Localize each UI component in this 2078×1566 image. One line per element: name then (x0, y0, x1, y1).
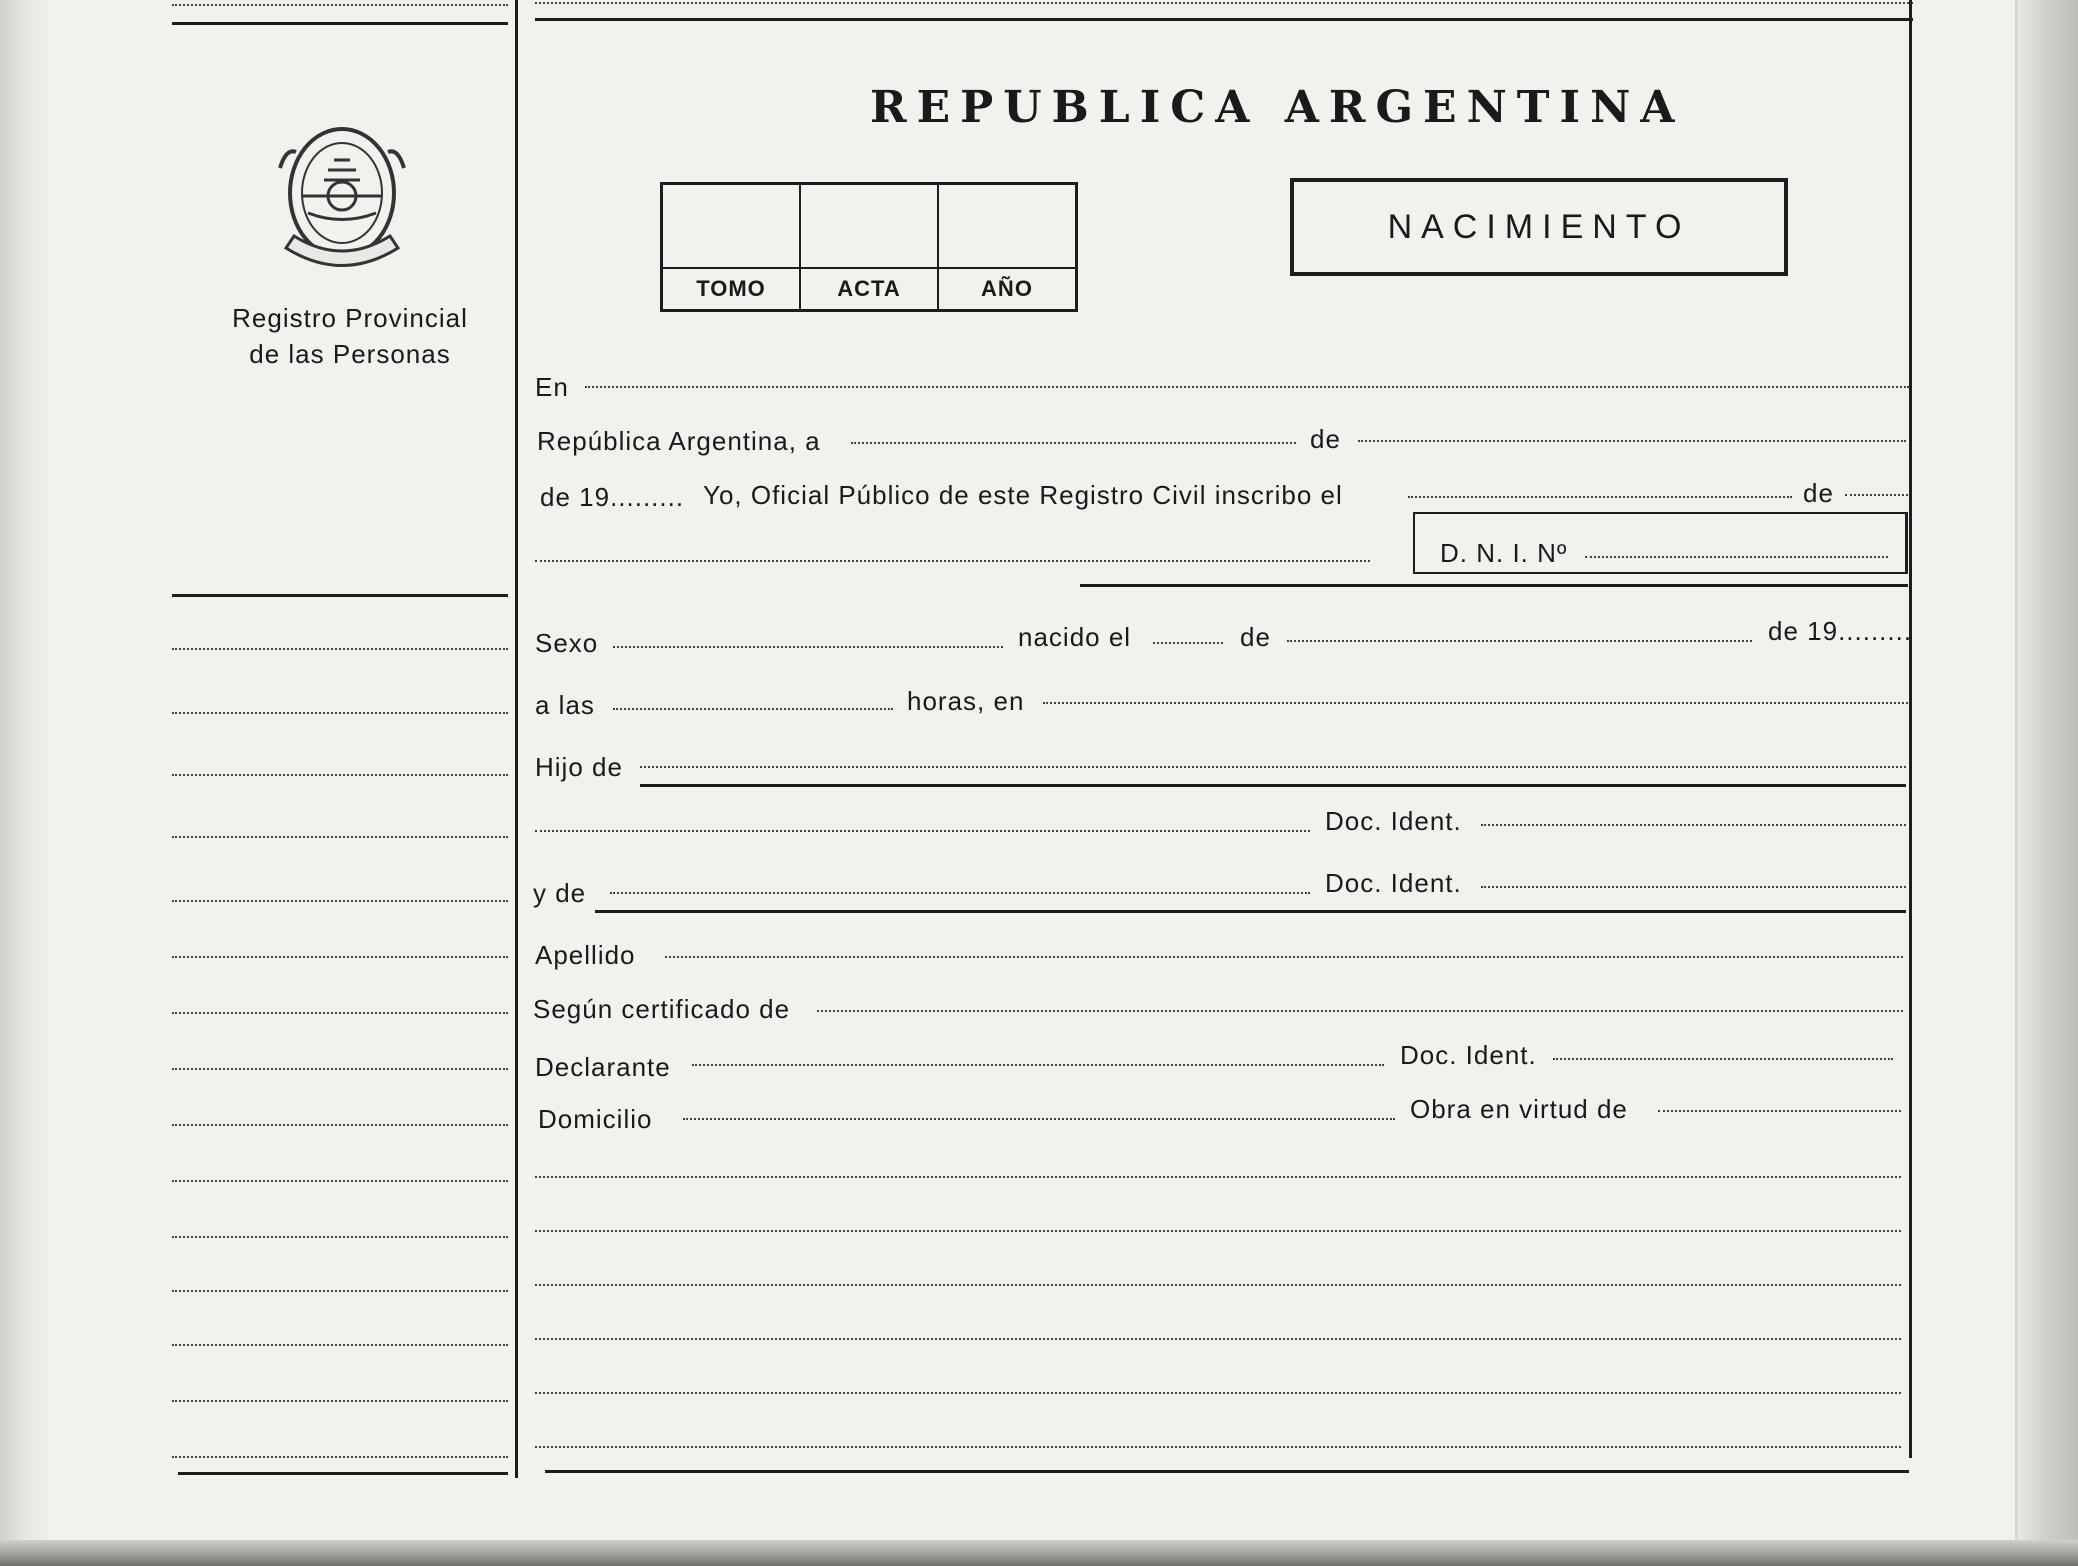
parent2-field[interactable] (610, 892, 1310, 894)
office-name-line1: Registro Provincial (232, 303, 468, 333)
domicilio-field[interactable] (683, 1118, 1395, 1120)
office-name-line2: de las Personas (249, 339, 451, 369)
republica-label: República Argentina, a (537, 426, 821, 456)
acta-label: ACTA (801, 267, 937, 309)
margin-line[interactable] (172, 1344, 508, 1346)
note-line[interactable] (535, 1392, 1901, 1394)
en-field[interactable] (585, 386, 1909, 388)
margin-line[interactable] (172, 1236, 508, 1238)
margin-line[interactable] (172, 836, 508, 838)
margin-divider (515, 0, 518, 1478)
segun-label: Según certificado de (533, 994, 791, 1024)
top-dotted-line (535, 2, 1913, 4)
doc-ident-label-3: Doc. Ident. (1400, 1040, 1537, 1070)
record-number-box (660, 182, 1078, 312)
month-field[interactable] (1358, 440, 1906, 442)
inscription-continued-field[interactable] (535, 560, 1370, 562)
inscribo-field[interactable] (1408, 496, 1792, 498)
margin-line[interactable] (172, 1290, 508, 1292)
certificado-field[interactable] (817, 1010, 1903, 1012)
nacido-day-field[interactable] (1153, 642, 1223, 644)
dni-label: D. N. I. Nº (1440, 538, 1568, 568)
margin-bottom-rule (178, 1472, 508, 1475)
sexo-field[interactable] (613, 646, 1003, 648)
parent1-field[interactable] (535, 830, 1310, 832)
margin-line[interactable] (172, 774, 508, 776)
domicilio-label: Domicilio (538, 1104, 653, 1134)
hijo-field[interactable] (640, 766, 1906, 768)
margin-line[interactable] (172, 900, 508, 902)
top-rule (535, 18, 1913, 21)
book-edge (2018, 0, 2078, 1566)
margin-line[interactable] (172, 1180, 508, 1182)
ano-cell[interactable] (939, 185, 1075, 309)
nacido-label: nacido el (1018, 622, 1132, 652)
y-de-label: y de (533, 878, 587, 908)
hijo-rule (640, 784, 1906, 787)
ano-label: AÑO (939, 267, 1075, 309)
obra-field[interactable] (1658, 1110, 1901, 1112)
tomo-cell[interactable] (663, 185, 801, 309)
note-line[interactable] (535, 1338, 1901, 1340)
oficial-label: Yo, Oficial Público de este Registro Civil inscribo el (703, 480, 1343, 510)
office-name (210, 300, 490, 372)
doc-ident-label-2: Doc. Ident. (1325, 868, 1462, 898)
top-margin-dotted-line (172, 4, 508, 6)
de-label-2: de (1803, 478, 1834, 508)
margin-line[interactable] (172, 712, 508, 714)
dni-field[interactable] (1585, 556, 1888, 558)
doc-ident-label-1: Doc. Ident. (1325, 806, 1462, 836)
lugar-field[interactable] (1043, 702, 1908, 704)
margin-line[interactable] (172, 1012, 508, 1014)
note-line[interactable] (535, 1446, 1901, 1448)
apellido-field[interactable] (665, 956, 1903, 958)
book-bottom-edge (0, 1540, 2078, 1566)
apellido-label: Apellido (535, 940, 636, 970)
note-line[interactable] (535, 1284, 1901, 1286)
declarante-field[interactable] (692, 1064, 1384, 1066)
declarante-label: Declarante (535, 1052, 671, 1082)
note-line[interactable] (535, 1230, 1901, 1232)
margin-line[interactable] (172, 1068, 508, 1070)
nacido-month-field[interactable] (1287, 640, 1752, 642)
provincia-misiones-seal-icon (272, 118, 412, 278)
year-label-1: de 19......... (540, 482, 685, 512)
margin-line[interactable] (172, 1456, 508, 1458)
note-line[interactable] (535, 1176, 1901, 1178)
margin-line[interactable] (172, 956, 508, 958)
margin-line[interactable] (172, 648, 508, 650)
doc-ident-field-1[interactable] (1481, 824, 1906, 826)
de-label-3: de (1240, 622, 1271, 652)
de-label-1: de (1310, 424, 1341, 454)
tomo-label: TOMO (663, 267, 799, 309)
bottom-rule (545, 1470, 1909, 1473)
top-margin-rule (172, 22, 508, 25)
doc-ident-field-2[interactable] (1481, 886, 1906, 888)
margin-section-rule (172, 594, 508, 597)
page-title: REPUBLICA ARGENTINA (870, 82, 1685, 133)
obra-label: Obra en virtud de (1410, 1094, 1628, 1124)
en-label: En (535, 372, 569, 402)
right-border (1909, 0, 1912, 1458)
hora-field[interactable] (613, 708, 893, 710)
doc-ident-field-3[interactable] (1553, 1058, 1893, 1060)
margin-line[interactable] (172, 1124, 508, 1126)
horas-label: horas, en (907, 686, 1025, 716)
y-de-rule (595, 910, 1906, 913)
year-label-2: de 19......... (1768, 616, 1913, 646)
a-las-label: a las (535, 690, 595, 720)
de-field-2[interactable] (1845, 494, 1908, 496)
acta-cell[interactable] (801, 185, 939, 309)
sexo-label: Sexo (535, 628, 599, 658)
day-field[interactable] (851, 442, 1296, 444)
margin-line[interactable] (172, 1400, 508, 1402)
section-rule (1080, 584, 1908, 587)
record-type-box: NACIMIENTO (1290, 178, 1788, 276)
hijo-label: Hijo de (535, 752, 623, 782)
book-binding (0, 0, 60, 1566)
